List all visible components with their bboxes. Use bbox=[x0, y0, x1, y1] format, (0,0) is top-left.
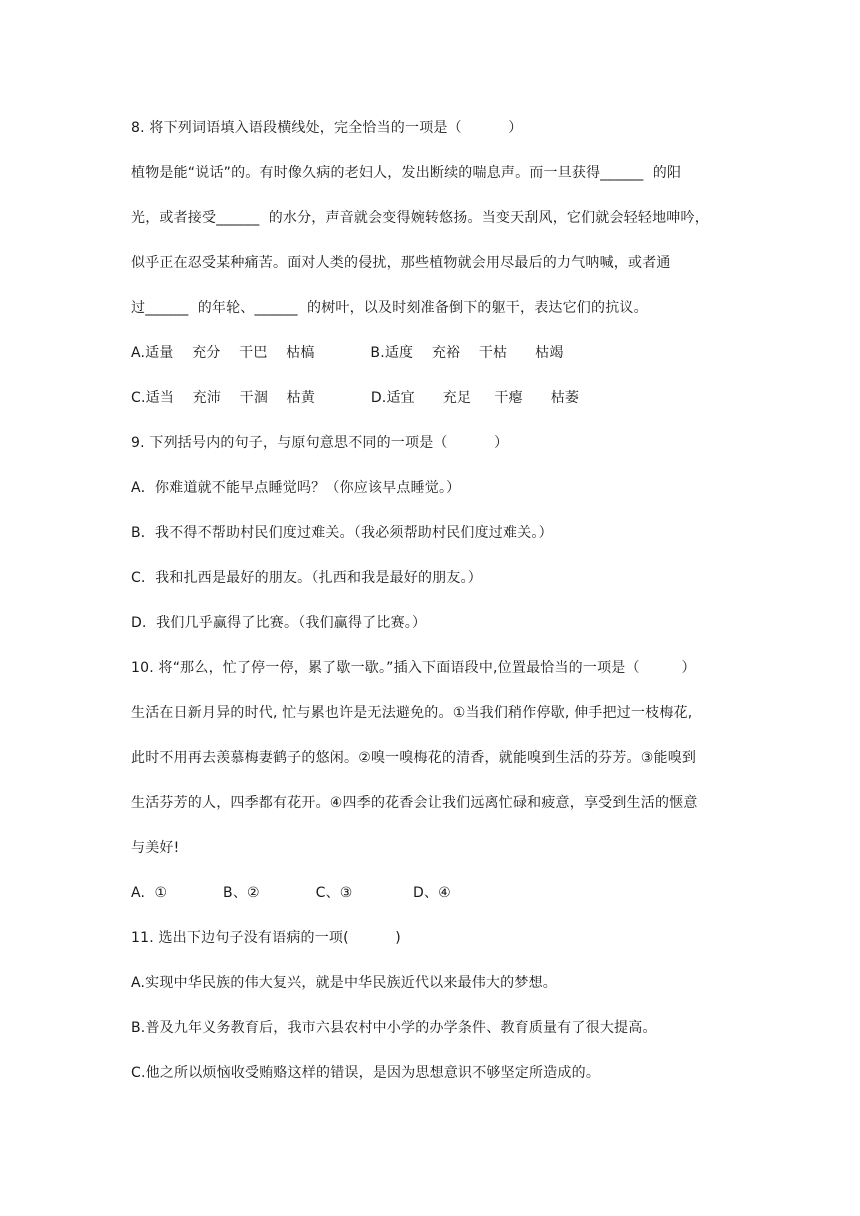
question-10-stem: 10. 将“那么，忙了停一停，累了歇一歇。”插入下面语段中,位置最恰当的一项是（ ） bbox=[131, 660, 696, 676]
question-10-passage-line-1: 生活在日新月异的时代, 忙与累也许是无法避免的。①当我们稍作停歇, 伸手把过一枝梅花, bbox=[131, 705, 693, 721]
question-10-passage-line-4: 与美好! bbox=[131, 840, 180, 856]
question-8-stem: 8. 将下列词语填入语段横线处，完全恰当的一项是（ ） bbox=[131, 120, 523, 136]
question-9-option-c: C．我和扎西是最好的朋友。（扎西和我是最好的朋友。） bbox=[131, 570, 482, 586]
question-9-stem: 9. 下列括号内的句子，与原句意思不同的一项是（ ） bbox=[131, 435, 509, 451]
question-11-option-c: C.他之所以烦恼收受贿赂这样的错误，是因为思想意识不够坚定所造成的。 bbox=[131, 1065, 601, 1081]
question-9-option-b: B．我不得不帮助村民们度过难关。（我必须帮助村民们度过难关。） bbox=[131, 525, 553, 541]
question-8-options-ab: A.适量 充分 干巴 枯槁 B.适度 充裕 干枯 枯竭 bbox=[131, 345, 564, 361]
question-10-passage-line-3: 生活芬芳的人，四季都有花开。④四季的花香会让我们远离忙碌和疲意，享受到生活的惬意 bbox=[131, 795, 698, 811]
question-11-option-b: B.普及九年义务教育后，我市六县农村中小学的办学条件、教育质量有了很大提高。 bbox=[131, 1020, 657, 1036]
question-11-stem: 11. 选出下边句子没有语病的一项( ) bbox=[131, 930, 401, 946]
question-10-options: A. ① B、② C、③ D、④ bbox=[131, 885, 451, 901]
question-8-passage-line-3: 似乎正在忍受某种痛苦。面对人类的侵扰，那些植物就会用尽最后的力气呐喊，或者通 bbox=[131, 255, 671, 271]
question-9-option-d: D．我们几乎赢得了比赛。（我们赢得了比赛。） bbox=[131, 615, 427, 631]
question-9-option-a: A．你难道就不能早点睡觉吗？（你应该早点睡觉。） bbox=[131, 480, 461, 496]
question-8-passage-line-2: 光，或者接受______ 的水分，声音就会变得婉转悠扬。当变天刮风，它们就会轻轻地呻吟， bbox=[131, 210, 709, 226]
question-8-passage-line-4: 过______ 的年轮、______ 的树叶，以及时刻准备倒下的躯干，表达它们的抗议。 bbox=[131, 300, 648, 316]
question-10-passage-line-2: 此时不用再去羡慕梅妻鹤子的悠闲。②嗅一嗅梅花的清香，就能嗅到生活的芬芳。③能嗅到 bbox=[131, 750, 697, 766]
question-8-passage-line-1: 植物是能“说话”的。有时像久病的老妇人，发出断续的喘息声。而一旦获得______ 的阳 bbox=[131, 165, 682, 181]
question-8-options-cd: C.适当 充沛 干涸 枯黄 D.适宜 充足 干瘪 枯萎 bbox=[131, 390, 580, 406]
question-11-option-a: A.实现中华民族的伟大复兴，就是中华民族近代以来最伟大的梦想。 bbox=[131, 975, 557, 991]
